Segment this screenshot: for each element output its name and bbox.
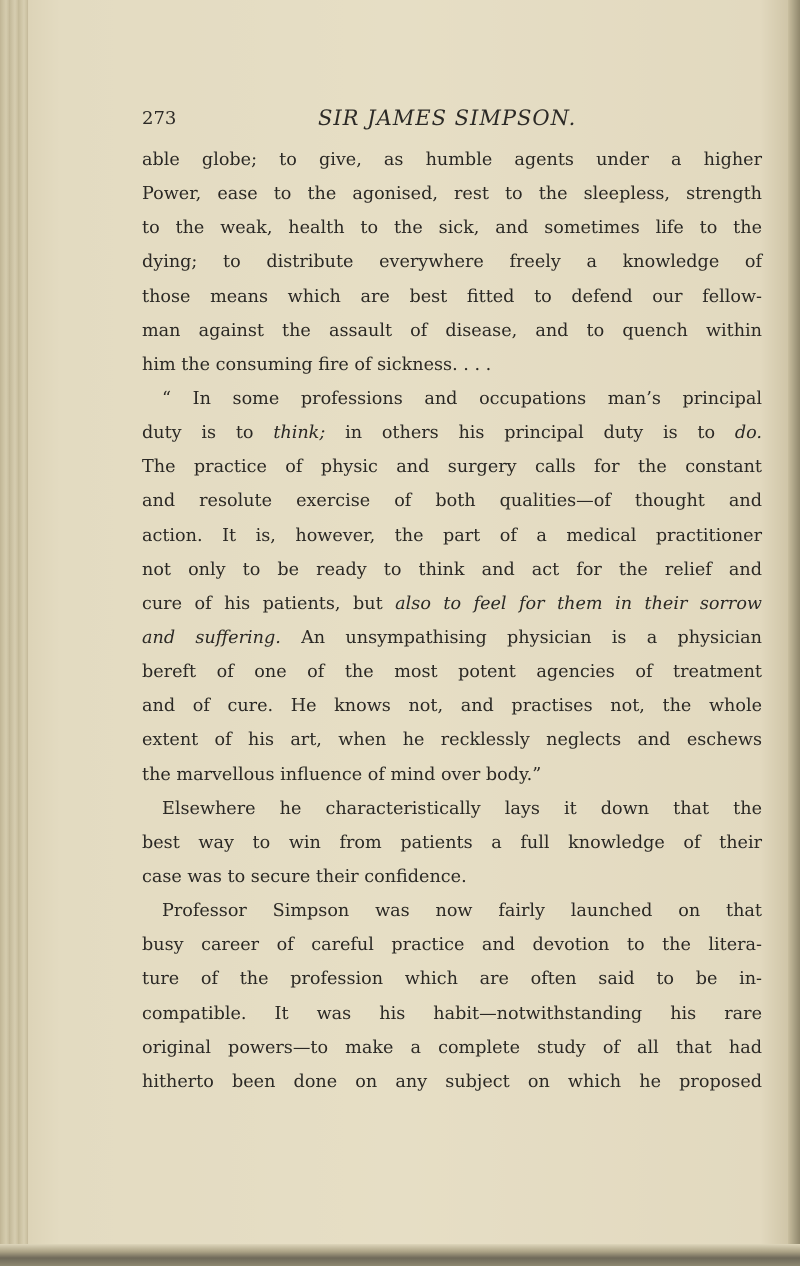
running-head: SIR JAMES SIMPSON. — [318, 106, 577, 130]
text-line: dying; to distribute everywhere freely a knowledge of — [142, 252, 762, 273]
text-line — [142, 587, 762, 621]
text-line: busy career of careful practice and devotion to the litera- — [142, 935, 762, 956]
text-line: ture of the profession which are often said to be in- — [142, 969, 762, 990]
text-line: him the consuming fire of sickness. . . . — [142, 354, 492, 375]
text-line: able globe; to give, as humble agents under a higher — [142, 150, 762, 170]
text-run: duty is to — [142, 423, 274, 444]
text-line: Elsewhere he characteristically lays it down that the — [162, 798, 762, 819]
text-line: “ In some professions and occupations man’s principal — [162, 388, 762, 409]
text-line: best way to win from patients a full knowledge of their — [142, 832, 762, 853]
text-line: case was to secure their confidence. — [142, 866, 467, 887]
text-line: Professor Simpson was now fairly launched on that — [162, 901, 762, 922]
page-bottom-edge — [0, 1244, 800, 1266]
text-line: compatible. It was his habit—notwithstanding his rare — [142, 1003, 762, 1024]
text-line: Power, ease to the agonised, rest to the sleepless, strength — [142, 184, 762, 205]
text-line: hitherto been done on any subject on which he proposed — [142, 1071, 762, 1092]
text-line: and of cure. He knows not, and practises not, the whole — [142, 696, 762, 717]
italic-run: think; — [273, 423, 326, 444]
text-line: and resolute exercise of both qualities—of thought and — [142, 491, 762, 512]
italic-run: also to feel for them in their sorrow — [395, 593, 762, 614]
text-line — [142, 621, 762, 655]
text-line — [142, 416, 762, 450]
text-line: the marvellous influence of mind over body.” — [142, 764, 542, 785]
italic-run: do. — [734, 423, 762, 444]
text-line: original powers—to make a complete study of all that had — [142, 1037, 762, 1058]
text-line: to the weak, health to the sick, and sometimes life to the — [142, 218, 762, 239]
text-run: An unsympathising physician is a physician — [280, 627, 762, 648]
page-number: 273 — [142, 108, 177, 129]
text-line: The practice of physic and surgery calls for the constant — [142, 457, 762, 478]
text-line: those means which are best fitted to defend our fellow- — [142, 286, 762, 307]
text-line: bereft of one of the most potent agencies of treatment — [142, 662, 762, 683]
text-run: in others his principal duty is to — [325, 423, 735, 444]
page-header — [142, 106, 762, 138]
text-line: man against the assault of disease, and to quench within — [142, 320, 762, 341]
page-right-edge — [788, 0, 800, 1266]
text-line: extent of his art, when he recklessly neglects and eschews — [142, 730, 762, 751]
page-gutter-edge — [0, 0, 28, 1266]
body-text — [142, 143, 762, 1099]
italic-run: and suffering. — [142, 627, 281, 648]
text-line: not only to be ready to think and act for the relief and — [142, 559, 762, 580]
text-line: action. It is, however, the part of a medical practitioner — [142, 525, 762, 546]
text-run: cure of his patients, but — [142, 593, 396, 614]
